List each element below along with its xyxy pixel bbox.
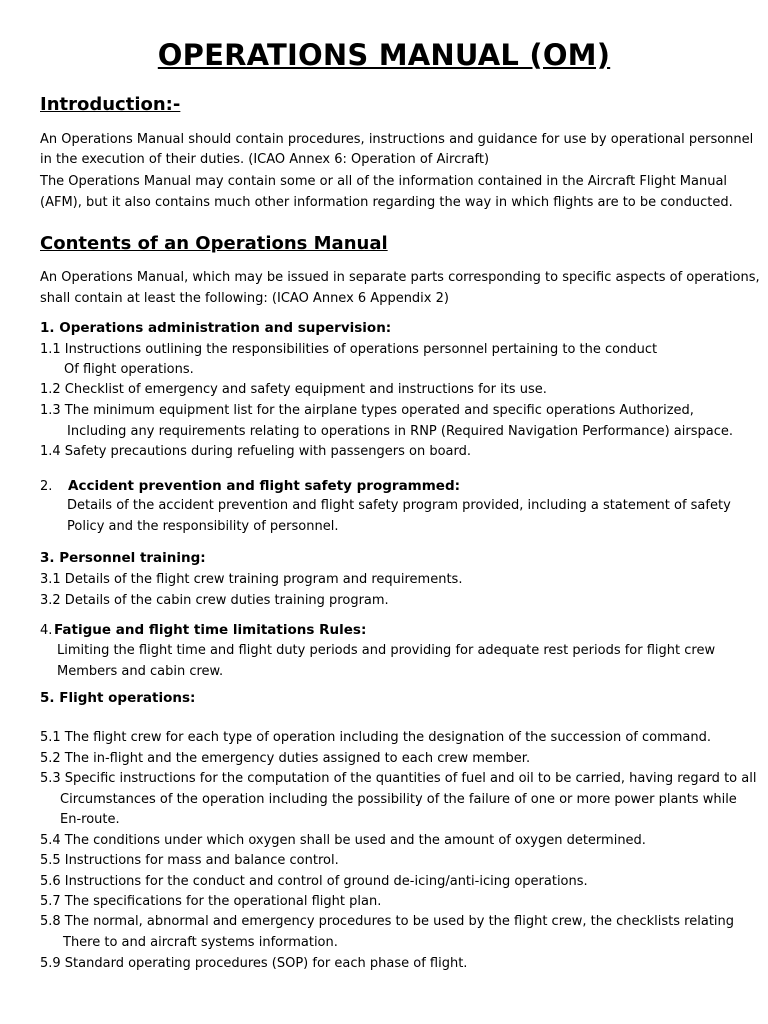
intro-line: in the execution of their duties. (ICAO Annex 6: Operation of Aircraft) (40, 152, 490, 167)
section-5-line: There to and aircraft systems information. (63, 935, 338, 950)
section-5-line: 5.4 The conditions under which oxygen shall be used and the amount of oxygen determined. (40, 833, 646, 848)
section-5-line: 5.8 The normal, abnormal and emergency procedures to be used by the flight crew, the checklists relating (40, 914, 735, 929)
section-5-line: 5.5 Instructions for mass and balance control. (40, 853, 339, 868)
intro-line: The Operations Manual may contain some or all of the information contained in the Aircraft Flight Manual (40, 174, 728, 189)
introduction-heading: Introduction:- (40, 94, 181, 115)
contents-heading: Contents of an Operations Manual (40, 233, 388, 254)
section-5-line: 5.7 The specifications for the operational flight plan. (40, 894, 382, 909)
section-1-line: Including any requirements relating to operations in RNP (Required Navigation Performance) airspace. (67, 424, 733, 439)
section-2-line: Details of the accident prevention and flight safety program provided, including a statement of safety (67, 498, 731, 513)
section-5-line: 5.9 Standard operating procedures (SOP) for each phase of flight. (40, 956, 468, 971)
section-3-line: 3.2 Details of the cabin crew duties training program. (40, 593, 389, 608)
section-1-heading: 1. Operations administration and supervision: (40, 320, 392, 336)
section-3-heading: 3. Personnel training: (40, 550, 206, 566)
contents-line: shall contain at least the following: (ICAO Annex 6 Appendix 2) (40, 291, 449, 306)
section-1-line: 1.1 Instructions outlining the responsibilities of operations personnel pertaining to the conduct (40, 342, 658, 357)
intro-line: An Operations Manual should contain procedures, instructions and guidance for use by operational personnel (40, 132, 754, 147)
section-5-line: 5.6 Instructions for the conduct and control of ground de-icing/anti-icing operations. (40, 874, 588, 889)
section-5-line: 5.3 Specific instructions for the computation of the quantities of fuel and oil to be carried, having regard to all (40, 771, 757, 786)
page-title: OPERATIONS MANUAL (OM) (157, 38, 611, 72)
section-4-line: Limiting the flight time and flight duty periods and providing for adequate rest periods for flight crew (57, 643, 716, 658)
section-2-line: Policy and the responsibility of personnel. (67, 519, 339, 534)
section-2-number: 2. (40, 479, 53, 494)
contents-line: An Operations Manual, which may be issued in separate parts corresponding to specific aspects of operations, (40, 270, 760, 285)
section-1-line: 1.2 Checklist of emergency and safety equipment and instructions for its use. (40, 382, 547, 397)
intro-line: (AFM), but it also contains much other information regarding the way in which flights are to be conducted. (40, 195, 733, 210)
section-1-line: 1.3 The minimum equipment list for the airplane types operated and specific operations Authorized, (40, 403, 694, 418)
section-5-line: 5.2 The in-flight and the emergency duties assigned to each crew member. (40, 751, 531, 766)
section-2-heading: Accident prevention and flight safety programmed: (68, 478, 461, 494)
section-3-line: 3.1 Details of the flight crew training program and requirements. (40, 572, 463, 587)
section-4-heading: Fatigue and flight time limitations Rules: (54, 622, 367, 638)
section-5-line: Circumstances of the operation including the possibility of the failure of one or more power plants while (60, 792, 737, 807)
section-5-line: 5.1 The flight crew for each type of operation including the designation of the succession of command. (40, 730, 712, 745)
section-1-line: 1.4 Safety precautions during refueling with passengers on board. (40, 444, 471, 459)
section-1-line: Of flight operations. (64, 362, 194, 377)
section-4-number: 4. (40, 623, 53, 638)
section-5-line: En-route. (60, 812, 120, 827)
section-5-heading: 5. Flight operations: (40, 690, 196, 706)
section-4-line: Members and cabin crew. (57, 664, 224, 679)
